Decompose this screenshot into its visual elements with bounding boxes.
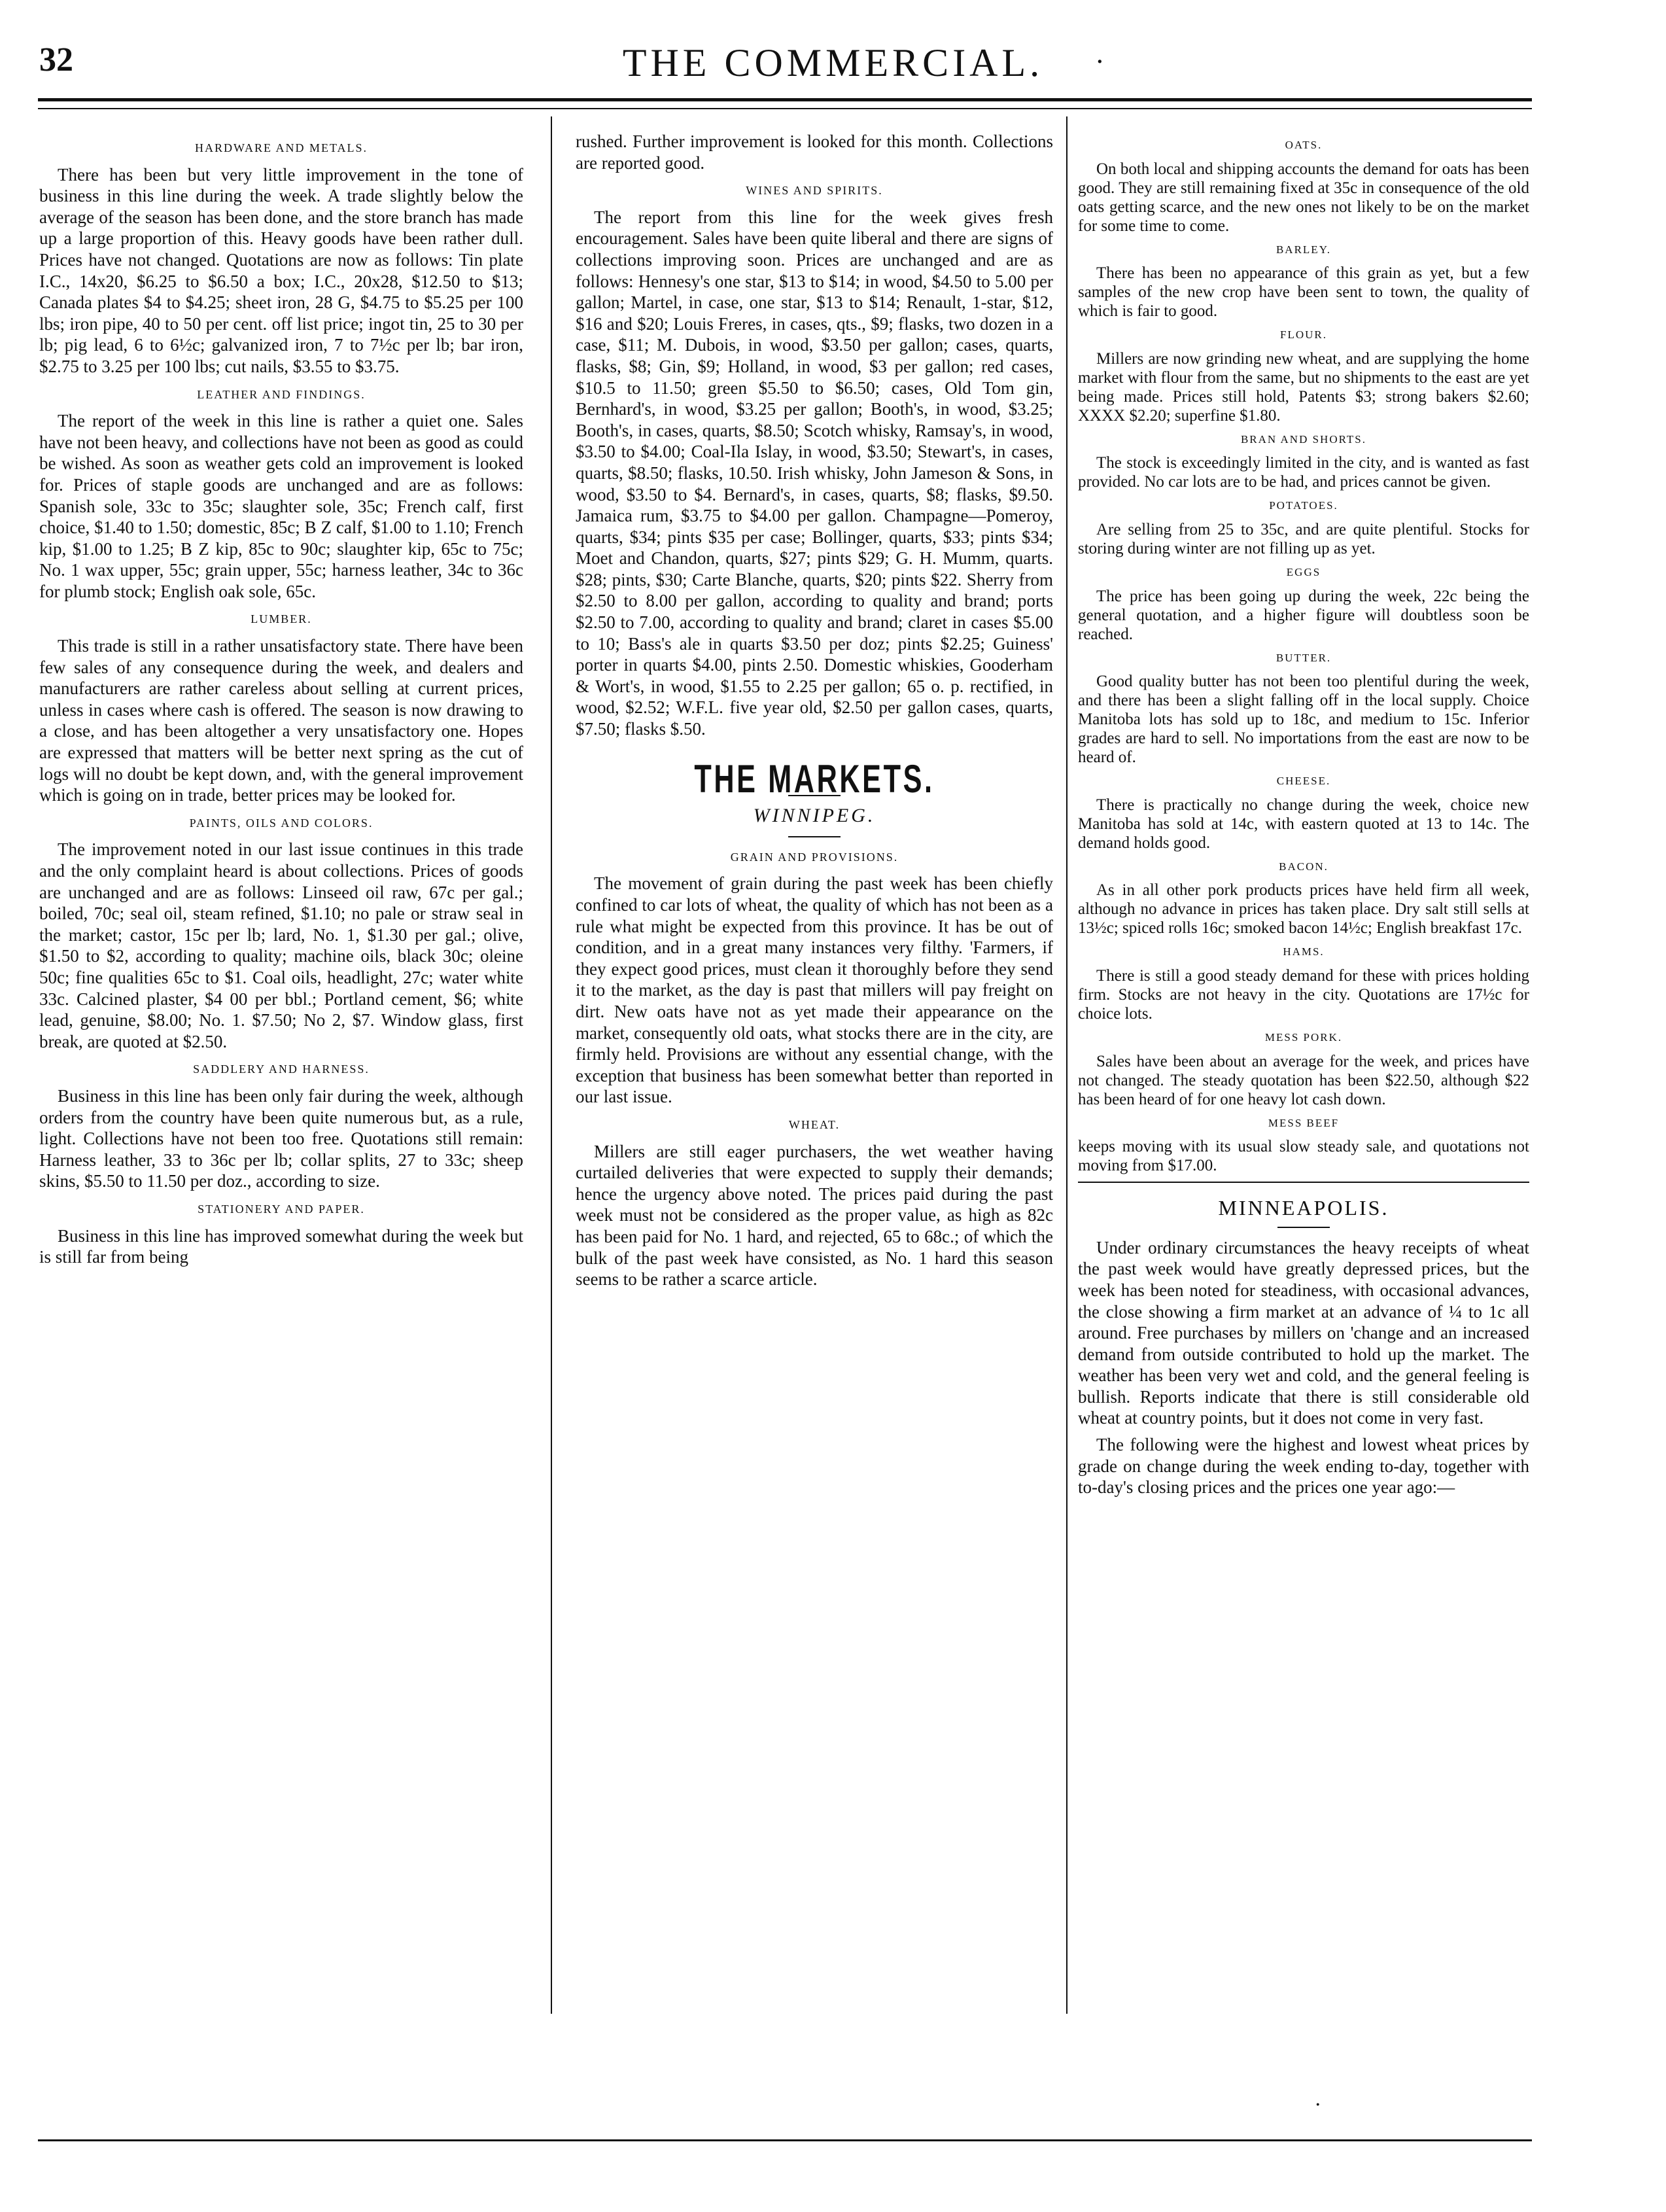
section-heading-eggs: EGGS	[1286, 565, 1321, 578]
section-heading-flour: FLOUR.	[1280, 328, 1327, 342]
article-eggs: The price has been going up during the week, 22c being the general quotation, and a higher figure will doubtless soon be reached.	[1078, 587, 1529, 643]
masthead-rule-thin	[38, 108, 1532, 109]
section-heading-leather: LEATHER AND FINDINGS.	[197, 387, 366, 401]
article-leather: The report of the week in this line is rather a quiet one. Sales have not been heavy, and collections have not been as good as could be wished. As soon as weather gets cold an improvement is looked for. Prices of staple goods are unchanged and are as follows: Spanish sole, 33c to 35c; slaughter sole, 35c; French calf, first choice, $1.40 to 1.50; domestic, 85c; B Z calf, $1.00 to 1.10; French kip, $1.00 to 1.25; B Z kip, 85c to 90c; slaughter kip, 65c to 75c; No. 1 wax upper, 55c; grain upper, 55c; harness leather, 34c to 36c for plumb stock; English oak sole, 65c.	[39, 411, 523, 601]
section-heading-potatoes: POTATOES.	[1269, 499, 1338, 512]
minneapolis-short-rule	[1277, 1227, 1330, 1228]
masthead-rule-thick	[38, 98, 1532, 101]
article-saddlery: Business in this line has been only fair during the week, although orders from the country have been quite numerous but, as a rule, light. Collections have not been too free. Quotations still remain: Harness leather, 33 to 36c per lb; collar splits, 27 to 33c; sheep skins, $5.50 to 11.50 per doz., according to size.	[39, 1085, 523, 1191]
article-butter: Good quality butter has not been too plentiful during the week, and there has been a slight falling off in the local supply. Choice Manitoba lots has sold up to 18c, and medium to 15c. Inferior grades are hard to sell. No importations from the east are now to be heard of.	[1078, 673, 1529, 767]
article-paints: The improvement noted in our last issue continues in this trade and the only complaint heard is about collections. Prices of goods are unchanged and are as follows: Linseed oil raw, 67c per gal.; boiled, 70c; seal oil, steam refined, $1.10; no pale or straw seal in the market; castor, 15c per lb; lard, No. 1, $1.30 per gal.; olive, $1.50 to $2, according to quality; machine oils, black 30c; oleine 50c; fine qualities 65c to $1. Coal oils, headlight, 27c; water white 33c. Calcined plaster, $4 00 per bbl.; Portland cement, $6; white lead, genuine, $8.00; No. 1. $7.50; No 2, $7. Window glass, first break, are quoted at $2.50.	[39, 839, 523, 1051]
article-wines: The report from this line for the week gives fresh encouragement. Sales have been quite liberal and there are signs of collections improving soon. Prices are unchanged and are as follows: Hennesy's one star, $13 to $14; in wood, $4.50 to 5.00 per gallon; Martel, in case, one star, $13 to $14; Renault, 1-star, $12, $16 and $20; Louis Freres, in cases, qts., $9; flasks, two dozen in a case, $11; M. Dubois, in wood, $3.50 per gallon; cases, quarts, flasks, $8; Gin, $9; Holland, in wood, $3 per gallon; red cases, $10.5 to 11.50; green $5.50 to $6.50; cases, Old Tom gin, Bernhard's, in wood, $3.25 per gallon; Booth's, in wood, $3.25; Booth's, in cases, quarts, $8.50; Scotch whisky, Ramsay's, in wood, $3.50 to $4.00; Coal-Ila Islay, in wood, $3.50; Stewart's, in cases, quarts, $8.50; flasks, 10.50. Irish whisky, John Jameson & Sons, in wood, $3.50 to $4. Bernard's, in cases, quarts, $8; flasks, $9.50. Jamaica rum, $3.75 to $4.00 per gallon. Champagne—Pomeroy, quarts, $34; pints $35 per case; Bollinger, quarts, $33; pints $34; Moet and Chandon, quarts, $27; pints $29; G. H. Mumm, quarts. $28; pints, $30; Carte Blanche, quarts, $20; pints $22. Sherry from $2.50 to 8.00 per gallon, according to quality and brand; ports $2.50 to 7.00, according to quality and brand; claret in cases $5.00 to 10; Bass's ale in quarts $3.50 per doz; pints $2.25; Guiness' porter in quarts $4.00, pints 2.50. Domestic whiskies, Gooderham & Wort's, in wood, $1.55 to 2.25 per gallon; 65 o. p. rectified, in wood, $2.52; W.F.L. five year old, $2.50 per gallon cases, quarts, $7.50; flasks $.50.	[576, 207, 1053, 739]
column-2	[576, 131, 1053, 2028]
section-heading-hams: HAMS.	[1283, 945, 1325, 958]
article-mess-pork: Sales have been about an average for the week, and prices have not changed. The steady quotation has been $22.50, although $22 has been heard of for one heavy lot cash down.	[1078, 1052, 1529, 1108]
minneapolis-rule	[1078, 1182, 1529, 1183]
section-heading-grain: GRAIN AND PROVISIONS.	[730, 850, 899, 864]
column-divider-2	[1066, 116, 1067, 2014]
article-barley: There has been no appearance of this grain as yet, but a few samples of the new crop have been sent to town, the quality of which is fair to good.	[1078, 264, 1529, 321]
article-bran: The stock is exceedingly limited in the city, and is wanted as fast provided. No car lots are to be had, and prices cannot be given.	[1078, 454, 1529, 491]
city-heading-winnipeg: WINNIPEG.	[753, 805, 876, 827]
section-heading-bacon: BACON.	[1279, 860, 1328, 873]
section-heading-cheese: CHEESE.	[1276, 775, 1331, 788]
article-cheese: There is practically no change during the week, choice new Manitoba has sold at 14c, with eastern quoted at 13 to 14c. The demand holds good.	[1078, 796, 1529, 852]
section-heading-lumber: LUMBER.	[251, 612, 312, 626]
article-hams: There is still a good steady demand for these with prices holding firm. Stocks are not heavy in the city. Quotations are 17½c for choice lots.	[1078, 966, 1529, 1023]
bottom-rule	[38, 2139, 1532, 2141]
article-mess-beef: keeps moving with its usual slow steady sale, and quotations not moving from $17.00.	[1078, 1138, 1529, 1175]
section-heading-saddlery: SADDLERY AND HARNESS.	[193, 1062, 370, 1076]
section-heading-bran: BRAN AND SHORTS.	[1240, 432, 1367, 446]
article-minneapolis-2: The following were the highest and lowest wheat prices by grade on change during the week ending to-day, together with to-day's closing prices and the prices one year ago:—	[1078, 1435, 1529, 1498]
article-lumber: This trade is still in a rather unsatisfactory state. There have been few sales of any consequence during the week, and dealers and manufacturers are rather careless about selling at current prices, unless in cases where cash is offered. The season is now drawing to a close, and has been altogether a very unsatisfactory one. Hopes are expressed that matters will be better next spring as the cut of logs will no doubt be kept down, and, with the general improvement which is going on in trade, better prices may be looked for.	[39, 636, 523, 805]
bullet-mark: ·	[1096, 47, 1104, 77]
column-3	[1078, 131, 1529, 2028]
article-minneapolis-1: Under ordinary circumstances the heavy receipts of wheat the past week would have greatly depressed prices, but the week has been noted for steadiness, with occasional advances, the close showing a firm market at an advance of ¼ to 1c all around. Free purchases by millers on 'change and an increased demand from outside contributed to hold up the market. The weather has been very wet and cold, and the general feeling is bullish. Reports indicate that there is still considerable old wheat at country points, but it does not come in very fast.	[1078, 1237, 1529, 1428]
section-heading-butter: BUTTER.	[1276, 651, 1332, 664]
section-heading-mess-pork: MESS PORK.	[1264, 1030, 1343, 1044]
section-heading-stationery: STATIONERY AND PAPER.	[198, 1202, 365, 1216]
section-heading-wines: WINES AND SPIRITS.	[746, 184, 883, 198]
article-stationery-continued: rushed. Further improvement is looked for this month. Collections are reported good.	[576, 132, 1053, 173]
article-wheat: Millers are still eager purchasers, the wet weather having curtailed deliveries that were expected to supply their demands; hence the urgency above noted. The prices paid during the past week must not be considered as the proper value, as high as 82c has been paid for No. 1 hard, and rejected, 65 to 68c.; of which the bulk of the past week have consisted, as No. 1 hard this season seems to be rather a scarce article.	[576, 1141, 1053, 1290]
section-heading-barley: BARLEY.	[1276, 243, 1332, 256]
masthead-title: THE COMMERCIAL.	[622, 41, 1044, 84]
winnipeg-rule	[788, 836, 841, 837]
stray-dot: ·	[1315, 2094, 1321, 2116]
section-heading-wheat: WHEAT.	[788, 1117, 841, 1131]
column-1	[39, 131, 523, 2028]
page-number: 32	[39, 41, 73, 79]
section-heading-paints: PAINTS, OILS AND COLORS.	[189, 816, 373, 830]
city-heading-minneapolis: MINNEAPOLIS.	[1218, 1196, 1389, 1220]
article-hardware: There has been but very little improvement in the tone of business in this line during the week. A trade slightly below the average of the season has been done, and the store branch has made up a large proportion of this. Heavy goods have been rather dull. Prices have not changed. Quotations are now as follows: Tin plate I.C., 14x20, $6.25 to $6.50 a box; I.C., 20x28, $12.50 to $13; Canada plates $4 to $4.25; sheet iron, 28 G, $4.75 to $5.25 per 100 lbs; iron pipe, 40 to 50 per cent. off list price; ingot tin, 25 to 30 per lb; pig lead, 6 to 6½c; galvanized iron, 7 to 7½c per lb; bar iron, $2.75 to 3.25 per 100 lbs; cut nails, $3.55 to $3.75.	[39, 164, 523, 376]
column-divider-1	[551, 116, 552, 2014]
section-heading-oats: OATS.	[1285, 139, 1323, 151]
article-flour: Millers are now grinding new wheat, and are supplying the home market with flour from the same, but no shipments to the east are yet being made. Prices still hold, Patents $3; strong bakers $2.60; XXXX $2.20; superfine $1.80.	[1078, 349, 1529, 425]
article-stationery: Business in this line has improved somewhat during the week but is still far from being	[39, 1225, 523, 1267]
article-oats: On both local and shipping accounts the demand for oats has been good. They are still remaining fixed at 35c in consequence of the old oats getting scarce, and the new ones not likely to be on the market for some time to come.	[1078, 160, 1529, 235]
article-bacon: As in all other pork products prices have held firm all week, although no advance in prices has taken place. Dry salt still sells at 13½c; spiced rolls 16c; smoked bacon 14½c; English breakfast 17c.	[1078, 881, 1529, 938]
section-heading-mess-beef: MESS BEEF	[1268, 1116, 1340, 1129]
article-grain: The movement of grain during the past week has been chiefly confined to car lots of wheat, the quality of which has not been as a rule what might be expected from this province. It has be out of condition, and in a great many instances very filthy. 'Farmers, if they expect good prices, must clean it thoroughly before they send it to the market, as the day is past that millers will pay freight on dirt. New oats have not as yet made their appearance on the market, consequently old oats, what stocks there are in the city, are firmly held. Provisions are without any essential change, with the exception that business has been somewhat better than reported in our last issue.	[576, 873, 1053, 1107]
markets-title: THE MARKETS.	[694, 756, 935, 801]
section-heading-hardware: HARDWARE AND METALS.	[194, 141, 368, 154]
article-potatoes: Are selling from 25 to 35c, and are quite plentiful. Stocks for storing during winter are not filling up as yet.	[1078, 520, 1529, 557]
